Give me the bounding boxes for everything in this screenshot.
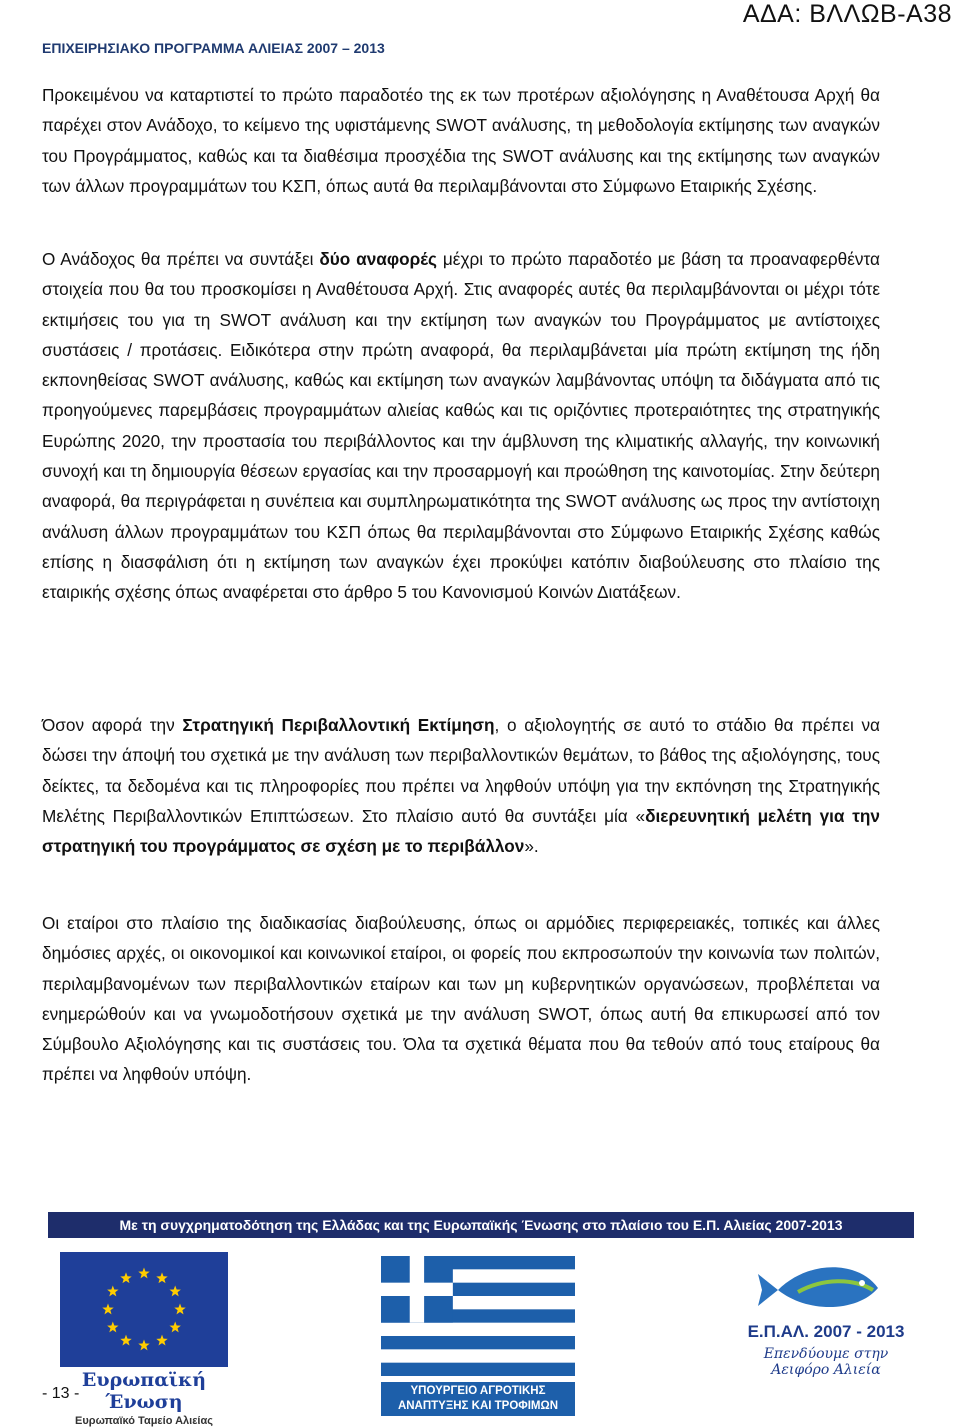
paragraph-3-part-c: , ο αξιολογητής σε αυτό το στάδιο θα πρέπει να δώσει την άποψή του σχετικά με την ανάλυση των περιβαλλοντικών θεμάτων, το βάθος της αξιολόγησης, τους δείκτες, τα δεδομένα και τις πληροφορίες που πρέπει να ληφθούν υπόψη για την εκπόνηση της Στρατηγικής Μελέτης Περιβαλλοντικών Επιπτώσεων. Στο πλαίσιο αυτό θα συντάξει μία « bbox=[42, 715, 880, 826]
greek-flag-icon bbox=[381, 1256, 575, 1376]
program-header: ΕΠΙΧΕΙΡΗΣΙΑΚΟ ΠΡΟΓΡΑΜΜΑ ΑΛΙΕΙΑΣ 2007 – 2013 bbox=[42, 40, 385, 56]
page-number: - 13 - bbox=[42, 1385, 80, 1402]
paragraph-3-bold-1: Στρατηγική Περιβαλλοντική Εκτίμηση bbox=[182, 715, 495, 735]
fish-icon bbox=[738, 1252, 914, 1322]
paragraph-1-text: Προκειμένου να καταρτιστεί το πρώτο παραδοτέο της εκ των προτέρων αξιολόγησης η Αναθέτουσα Αρχή θα παρέχει στον Ανάδοχο, το κείμενο της υφιστάμενης SWOT ανάλυσης, τη μεθοδολογία εκτίμησης των αναγκών του Προγράμματος, καθώς και τα διαθέσιμα προσχέδια της SWOT ανάλυσης και της εκτίμησης των αναγκών των άλλων προγραμμάτων του ΚΣΠ, όπως αυτά θα περιλαμβάνονται στο Σύμφωνο Εταιρικής Σχέσης. bbox=[42, 85, 880, 196]
epal-title: Ε.Π.ΑΛ. 2007 - 2013 bbox=[747, 1322, 905, 1341]
eu-title: Ευρωπαϊκή Ένωση bbox=[81, 1369, 207, 1413]
paragraph-1 bbox=[42, 80, 880, 201]
paragraph-4 bbox=[42, 908, 880, 1090]
ministry-label bbox=[381, 1382, 575, 1416]
paragraph-2-bold: δύο αναφορές bbox=[319, 249, 437, 269]
paragraph-3-bold-2: διερευνητική μελέτη για την στρατηγική του προγράμματος σε σχέση με το περιβάλλον bbox=[42, 805, 880, 857]
epal-logo bbox=[738, 1252, 914, 1378]
ministry-line-2: ΑΝΑΠΤΥΞΗΣ ΚΑΙ ΤΡΟΦΙΜΩΝ bbox=[397, 1400, 559, 1412]
paragraph-3-text bbox=[42, 710, 880, 861]
paragraph-2-part-c: μέχρι το πρώτο παραδοτέο με βάση τα προαναφερθέντα στοιχεία που θα του προσκομίσει η Αναθέτουσα Αρχή. Στις αναφορές αυτές θα περιλαμβάνονται οι μέχρι τότε εκτιμήσεις του για τη SWOT ανάλυση και την εκτίμηση των αναγκών του Προγράμματος με αντίστοιχες συστάσεις / προτάσεις. Ειδικότερα στην πρώτη αναφορά, θα περιλαμβάνεται μία πρώτη εκτίμηση της ήδη εκπονηθείσας SWOT ανάλυσης, καθώς και εκτίμηση των αναγκών λαμβάνοντας υπόψη τα διδάγματα από τις προηγούμενες παρεμβάσεις προγραμμάτων αλιείας καθώς και τις οριζόντιες προτεραιότητες της στρατηγικής Ευρώπης 2020, την προστασία του περιβάλλοντος και την άμβλυνση της κλιματικής αλλαγής, την κοινωνική συνοχή και τη δημιουργία θέσεων εργασίας και την προσαρμογή και προώθηση της καινοτομίας. Στην δεύτερη αναφορά, θα περιγράφεται η συνέπεια και συμπληρωματικότητα της SWOT ανάλυσης ως προς την αντίστοιχη ανάλυση άλλων προγραμμάτων του ΚΣΠ όπως θα περιλαμβάνονται στο Σύμφωνο Εταιρικής Σχέσης καθώς επίσης η διασφάλιση ότι η εκτίμηση των αναγκών έχει προκύψει κατόπιν διαβούλευσης στο πλαίσιο της εταιρικής σχέσης όπως αναφέρεται στο άρθρο 5 του Κανονισμού Κοινών Διατάξεων. bbox=[42, 249, 880, 603]
greek-ministry-logo bbox=[381, 1256, 577, 1416]
ministry-line-1: ΥΠΟΥΡΓΕΙΟ ΑΓΡΟΤΙΚΗΣ bbox=[410, 1385, 546, 1397]
eu-logo bbox=[60, 1252, 232, 1427]
funding-banner: Με τη συγχρηματοδότηση της Ελλάδας και της Ευρωπαϊκής Ένωσης στο πλαίσιο του Ε.Π. Αλιείας 2007-2013 bbox=[48, 1212, 914, 1238]
epal-slogan: Επενδύουμε στην Αειφόρο Αλιεία bbox=[763, 1346, 889, 1378]
paragraph-3 bbox=[42, 710, 880, 861]
eu-fund-subtitle: Ευρωπαϊκό Ταμείο Αλιείας bbox=[75, 1415, 213, 1427]
paragraph-3-part-a: Όσον αφορά την bbox=[42, 715, 183, 735]
paragraph-3-part-e: ». bbox=[524, 836, 539, 857]
ada-code: ΑΔΑ: ΒΛΛΩΒ-Α38 bbox=[742, 0, 952, 28]
paragraph-2-text bbox=[42, 244, 880, 608]
paragraph-4-text: Οι εταίροι στο πλαίσιο της διαδικασίας διαβούλευσης, όπως οι αρμόδιες περιφερειακές, τοπικές και άλλες δημόσιες αρχές, οι οικονομικοί και κοινωνικοί εταίροι, οι φορείς που εκπροσωπούν την κοινωνία των πολιτών, περιλαμβανομένων των περιβαλλοντικών εταίρων και των μη κυβερνητικών οργανώσεων, προβλέπεται να ενημερώθούν και να γνωμοδοτήσουν σχετικά με την ανάλυση SWOT, όπως αυτή θα επικυρωσεί από τον Σύμβουλο Αξιολόγησης και τις συστάσεις του. Όλα τα σχετικά θέματα που θα τεθούν από τους εταίρους θα πρέπει να ληφθούν υπόψη. bbox=[42, 913, 880, 1085]
eu-flag-icon bbox=[60, 1252, 228, 1367]
paragraph-2-part-a: Ο Ανάδοχος θα πρέπει να συντάξει bbox=[42, 249, 320, 269]
paragraph-2 bbox=[42, 244, 880, 608]
